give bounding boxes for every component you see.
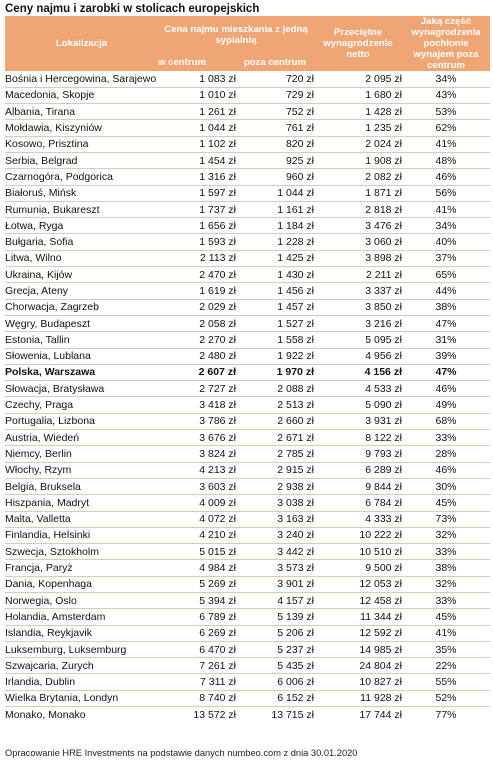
table-row: [5, 495, 490, 511]
table-row: [5, 609, 490, 625]
location-cell: Rumunia, Bukareszt: [5, 201, 158, 217]
header-rent: Cena najmu mieszkania z jedną sypialnią: [158, 16, 314, 55]
salary-cell: 1 428 zł: [314, 104, 402, 120]
share-cell: 47%: [402, 315, 490, 331]
location-cell: Hiszpania, Madryt: [5, 495, 158, 511]
location-cell: Irlandia, Dublin: [5, 674, 158, 690]
location-cell: Bułgaria, Sofia: [5, 234, 158, 250]
share-cell: 31%: [402, 332, 490, 348]
table-row: [5, 364, 490, 380]
rent-outside-cell: 761 zł: [236, 120, 314, 136]
rent-outside-cell: 3 163 zł: [236, 511, 314, 527]
share-cell: 43%: [402, 87, 490, 103]
table-row: [5, 560, 490, 576]
salary-cell: 12 458 zł: [314, 593, 402, 609]
table-row: [5, 381, 490, 397]
rent-outside-cell: 820 zł: [236, 136, 314, 152]
rent-outside-cell: 2 938 zł: [236, 478, 314, 494]
table-row: [5, 185, 490, 201]
salary-cell: 3 337 zł: [314, 283, 402, 299]
share-cell: 33%: [402, 593, 490, 609]
table-row: [5, 250, 490, 266]
header-location: Lokalizacja: [5, 16, 158, 71]
share-cell: 38%: [402, 560, 490, 576]
header-salary: Przeciętne wynagrodzenie netto: [314, 16, 402, 71]
rent-center-cell: 1 454 zł: [158, 152, 236, 168]
rent-center-cell: 1 619 zł: [158, 283, 236, 299]
location-cell: Chorwacja, Zagrzeb: [5, 299, 158, 315]
rent-outside-cell: 3 240 zł: [236, 527, 314, 543]
rent-center-cell: 6 789 zł: [158, 609, 236, 625]
table-row: [5, 511, 490, 527]
rent-center-cell: 3 824 zł: [158, 446, 236, 462]
salary-cell: 11 344 zł: [314, 609, 402, 625]
salary-cell: 10 510 zł: [314, 544, 402, 560]
rent-center-cell: 4 210 zł: [158, 527, 236, 543]
salary-cell: 2 024 zł: [314, 136, 402, 152]
salary-cell: 24 804 zł: [314, 658, 402, 674]
rent-outside-cell: 720 zł: [236, 71, 314, 87]
rent-center-cell: 3 603 zł: [158, 478, 236, 494]
salary-cell: 6 289 zł: [314, 462, 402, 478]
location-cell: Włochy, Rzym: [5, 462, 158, 478]
rent-center-cell: 2 029 zł: [158, 299, 236, 315]
salary-cell: 3 216 zł: [314, 315, 402, 331]
share-cell: 65%: [402, 267, 490, 283]
rent-center-cell: 2 607 zł: [158, 364, 236, 380]
table-row: [5, 707, 490, 723]
location-cell: Łotwa, Ryga: [5, 218, 158, 234]
location-cell: Kosowo, Prisztina: [5, 136, 158, 152]
salary-cell: 17 744 zł: [359, 708, 402, 721]
rent-center-cell: 3 676 zł: [158, 430, 236, 446]
location-cell: Serbia, Belgrad: [5, 152, 158, 168]
salary-cell: 2 095 zł: [314, 71, 402, 87]
rent-center-cell: 6 269 zł: [158, 625, 236, 641]
table-row: [5, 104, 490, 120]
salary-cell: 9 793 zł: [314, 446, 402, 462]
share-cell: 32%: [402, 527, 490, 543]
table-row: [5, 527, 490, 543]
rent-outside-cell: 5 237 zł: [236, 641, 314, 657]
share-cell: 52%: [402, 690, 490, 706]
rent-center-cell: 1 044 zł: [158, 120, 236, 136]
source-note: Opracowanie HRE Investments na podstawie danych numbeo.com z dnia 30.01.2020: [5, 748, 358, 758]
share-cell: 49%: [402, 397, 490, 413]
header-rent-center: w centrum: [158, 55, 236, 71]
rent-center-cell: 1 083 zł: [158, 71, 236, 87]
table-row: [5, 71, 490, 87]
rent-center-cell: 7 261 zł: [158, 658, 236, 674]
location-cell: Szwecja, Sztokholm: [5, 544, 158, 560]
table-row: [5, 299, 490, 315]
salary-cell: 3 931 zł: [314, 413, 402, 429]
rent-outside-cell: 13 715 zł: [271, 708, 314, 721]
table-row: [5, 397, 490, 413]
location-cell: Słowenia, Lublana: [5, 348, 158, 364]
location-cell: Mołdawia, Kiszyniów: [5, 120, 158, 136]
location-cell: Malta, Valletta: [5, 511, 158, 527]
rent-center-cell: 3 786 zł: [158, 413, 236, 429]
share-cell: 39%: [402, 348, 490, 364]
share-cell: 30%: [402, 478, 490, 494]
salary-cell: 12 592 zł: [314, 625, 402, 641]
share-cell: 33%: [402, 544, 490, 560]
location-cell: Litwa, Wilno: [5, 250, 158, 266]
table-title: Ceny najmu i zarobki w stolicach europejskich: [5, 3, 260, 15]
table-row: [5, 332, 490, 348]
table-row: [5, 625, 490, 641]
location-cell: Holandia, Amsterdam: [5, 609, 158, 625]
rent-outside-cell: 729 zł: [236, 87, 314, 103]
salary-cell: 12 053 zł: [314, 576, 402, 592]
table-row: [5, 315, 490, 331]
share-cell: 73%: [402, 511, 490, 527]
table-row: [5, 478, 490, 494]
rent-center-cell: 2 113 zł: [158, 250, 236, 266]
location-cell: Finlandia, Helsinki: [5, 527, 158, 543]
location-cell: Francja, Paryż: [5, 560, 158, 576]
location-cell: Czechy, Praga: [5, 397, 158, 413]
share-cell: 41%: [402, 136, 490, 152]
salary-cell: 3 898 zł: [314, 250, 402, 266]
rent-outside-cell: 752 zł: [236, 104, 314, 120]
rent-center-cell: 4 984 zł: [158, 560, 236, 576]
location-cell: Szwajcaria, Zurych: [5, 658, 158, 674]
share-cell: 28%: [402, 446, 490, 462]
share-cell: 22%: [402, 658, 490, 674]
table-row: [5, 136, 490, 152]
location-cell: Niemcy, Berlin: [5, 446, 158, 462]
table-row: [5, 348, 490, 364]
table-row: [5, 234, 490, 250]
rent-center-cell: 4 213 zł: [158, 462, 236, 478]
share-cell: 41%: [402, 201, 490, 217]
salary-cell: 3 476 zł: [314, 218, 402, 234]
table-row: [5, 120, 490, 136]
share-cell: 47%: [402, 364, 490, 380]
location-cell: Polska, Warszawa: [5, 364, 158, 380]
location-cell: Islandia, Reykjavik: [5, 625, 158, 641]
salary-cell: 5 095 zł: [314, 332, 402, 348]
rent-outside-cell: 6 006 zł: [236, 674, 314, 690]
salary-cell: 10 222 zł: [314, 527, 402, 543]
rent-center-cell: 6 470 zł: [158, 641, 236, 657]
rent-center-cell: 1 102 zł: [158, 136, 236, 152]
share-cell: 46%: [402, 169, 490, 185]
location-cell: Wielka Brytania, Londyn: [5, 690, 158, 706]
share-cell: 48%: [402, 152, 490, 168]
rent-outside-cell: 5 206 zł: [236, 625, 314, 641]
rent-center-cell: 4 072 zł: [158, 511, 236, 527]
salary-cell: 9 844 zł: [314, 478, 402, 494]
rent-outside-cell: 2 513 zł: [236, 397, 314, 413]
rent-center-cell: 1 261 zł: [158, 104, 236, 120]
share-cell: 38%: [402, 299, 490, 315]
table-row: [5, 152, 490, 168]
rent-center-cell: 8 740 zł: [158, 690, 236, 706]
rent-outside-cell: 1 430 zł: [236, 267, 314, 283]
salary-cell: 2 082 zł: [314, 169, 402, 185]
rent-outside-cell: 1 558 zł: [236, 332, 314, 348]
salary-cell: 14 985 zł: [314, 641, 402, 657]
share-cell: 37%: [402, 250, 490, 266]
location-cell: Grecja, Ateny: [5, 283, 158, 299]
share-cell: 56%: [402, 185, 490, 201]
rent-center-cell: 2 480 zł: [158, 348, 236, 364]
share-cell: 62%: [402, 120, 490, 136]
share-cell: 55%: [402, 674, 490, 690]
header-row: [5, 16, 490, 55]
rent-outside-cell: 1 228 zł: [236, 234, 314, 250]
rent-center-cell: 2 270 zł: [158, 332, 236, 348]
rent-center-cell: 4 009 zł: [158, 495, 236, 511]
table-row: [5, 690, 490, 706]
salary-cell: 1 871 zł: [314, 185, 402, 201]
location-cell: Luksemburg, Luksemburg: [5, 641, 158, 657]
salary-cell: 6 784 zł: [314, 495, 402, 511]
rent-outside-cell: 3 038 zł: [236, 495, 314, 511]
salary-cell: 4 156 zł: [314, 364, 402, 380]
rent-center-cell: 5 015 zł: [158, 544, 236, 560]
rent-outside-cell: 2 785 zł: [236, 446, 314, 462]
table-row: [5, 593, 490, 609]
share-cell: 46%: [402, 462, 490, 478]
rent-outside-cell: 2 660 zł: [236, 413, 314, 429]
table-row: [5, 413, 490, 429]
header-share: Jaką część wynagrodzenia pochłonie wynajem poza centrum: [402, 16, 490, 71]
location-cell: Słowacja, Bratysława: [5, 381, 158, 397]
share-cell: 41%: [402, 625, 490, 641]
rent-outside-cell: 2 671 zł: [236, 430, 314, 446]
header-rent-outside: poza centrum: [236, 55, 314, 71]
rent-center-cell: 5 269 zł: [158, 576, 236, 592]
salary-cell: 2 211 zł: [314, 267, 402, 283]
table-row: [5, 462, 490, 478]
rent-center-cell: 1 593 zł: [158, 234, 236, 250]
table-row: [5, 674, 490, 690]
table-row: [5, 87, 490, 103]
salary-cell: 2 818 zł: [314, 201, 402, 217]
rent-outside-cell: 925 zł: [236, 152, 314, 168]
salary-cell: 8 122 zł: [314, 430, 402, 446]
salary-cell: 4 533 zł: [314, 381, 402, 397]
rent-outside-cell: 1 922 zł: [236, 348, 314, 364]
table-row: [5, 641, 490, 657]
rent-center-cell: 1 316 zł: [158, 169, 236, 185]
rent-center-cell: 13 572 zł: [193, 708, 236, 721]
rent-outside-cell: 960 zł: [236, 169, 314, 185]
rent-outside-cell: 3 573 zł: [236, 560, 314, 576]
rent-outside-cell: 3 901 zł: [236, 576, 314, 592]
salary-cell: 11 928 zł: [314, 690, 402, 706]
rent-salary-table: [5, 16, 490, 723]
location-cell: Portugalia, Lizbona: [5, 413, 158, 429]
location-cell: Estonia, Tallin: [5, 332, 158, 348]
share-cell: 40%: [402, 234, 490, 250]
salary-cell: 3 060 zł: [314, 234, 402, 250]
salary-cell: 1 908 zł: [314, 152, 402, 168]
share-cell: 53%: [402, 104, 490, 120]
table-row: [5, 283, 490, 299]
share-cell: 45%: [402, 609, 490, 625]
rent-outside-cell: 3 442 zł: [236, 544, 314, 560]
location-cell: Belgia, Bruksela: [5, 478, 158, 494]
share-cell: 77%: [435, 708, 457, 721]
table-row: [5, 218, 490, 234]
rent-center-cell: 1 737 zł: [158, 201, 236, 217]
location-cell: Białoruś, Mińsk: [5, 185, 158, 201]
rent-outside-cell: 1 184 zł: [236, 218, 314, 234]
location-cell: Austria, Wiedeń: [5, 430, 158, 446]
table-row: [5, 430, 490, 446]
table-row: [5, 658, 490, 674]
rent-center-cell: 7 311 zł: [158, 674, 236, 690]
rent-outside-cell: 1 527 zł: [236, 315, 314, 331]
share-cell: 34%: [402, 71, 490, 87]
rent-center-cell: 1 597 zł: [158, 185, 236, 201]
share-cell: 45%: [402, 495, 490, 511]
share-cell: 33%: [402, 430, 490, 446]
rent-outside-cell: 2 088 zł: [236, 381, 314, 397]
table-body: [5, 71, 490, 723]
salary-cell: 9 500 zł: [314, 560, 402, 576]
rent-outside-cell: 4 157 zł: [236, 593, 314, 609]
rent-outside-cell: 2 915 zł: [236, 462, 314, 478]
rent-outside-cell: 1 161 zł: [236, 201, 314, 217]
share-cell: 34%: [402, 218, 490, 234]
location-cell: Dania, Kopenhaga: [5, 576, 158, 592]
table-row: [5, 544, 490, 560]
salary-cell: 10 827 zł: [314, 674, 402, 690]
salary-cell: 1 680 zł: [314, 87, 402, 103]
rent-outside-cell: 6 152 zł: [236, 690, 314, 706]
rent-outside-cell: 1 456 zł: [236, 283, 314, 299]
rent-center-cell: 2 058 zł: [158, 315, 236, 331]
rent-center-cell: 2 727 zł: [158, 381, 236, 397]
salary-cell: 4 956 zł: [314, 348, 402, 364]
salary-cell: 3 850 zł: [314, 299, 402, 315]
share-cell: 32%: [402, 576, 490, 592]
rent-center-cell: 1 010 zł: [158, 87, 236, 103]
share-cell: 35%: [402, 641, 490, 657]
share-cell: 44%: [402, 283, 490, 299]
rent-outside-cell: 1 044 zł: [236, 185, 314, 201]
salary-cell: 4 333 zł: [314, 511, 402, 527]
location-cell: Ukraina, Kijów: [5, 267, 158, 283]
table-row: [5, 446, 490, 462]
share-cell: 46%: [402, 381, 490, 397]
location-cell: Węgry, Budapeszt: [5, 315, 158, 331]
rent-outside-cell: 1 425 zł: [236, 250, 314, 266]
location-cell: Bośnia i Hercegowina, Sarajewo: [5, 71, 158, 87]
rent-center-cell: 3 418 zł: [158, 397, 236, 413]
rent-center-cell: 1 656 zł: [158, 218, 236, 234]
salary-cell: 5 090 zł: [314, 397, 402, 413]
rent-center-cell: 5 394 zł: [158, 593, 236, 609]
rent-outside-cell: 5 139 zł: [236, 609, 314, 625]
table-row: [5, 169, 490, 185]
location-cell: Macedonia, Skopje: [5, 87, 158, 103]
salary-cell: 1 235 zł: [314, 120, 402, 136]
rent-outside-cell: 5 435 zł: [236, 658, 314, 674]
location-cell: Norwegia, Oslo: [5, 593, 158, 609]
share-cell: 68%: [402, 413, 490, 429]
rent-outside-cell: 1 457 zł: [236, 299, 314, 315]
rent-outside-cell: 1 970 zł: [236, 364, 314, 380]
location-cell: Monako, Monako: [5, 708, 86, 721]
table-row: [5, 267, 490, 283]
location-cell: Czarnogóra, Podgorica: [5, 169, 158, 185]
table-row: [5, 576, 490, 592]
table-row: [5, 201, 490, 217]
location-cell: Albania, Tirana: [5, 104, 158, 120]
rent-center-cell: 2 470 zł: [158, 267, 236, 283]
